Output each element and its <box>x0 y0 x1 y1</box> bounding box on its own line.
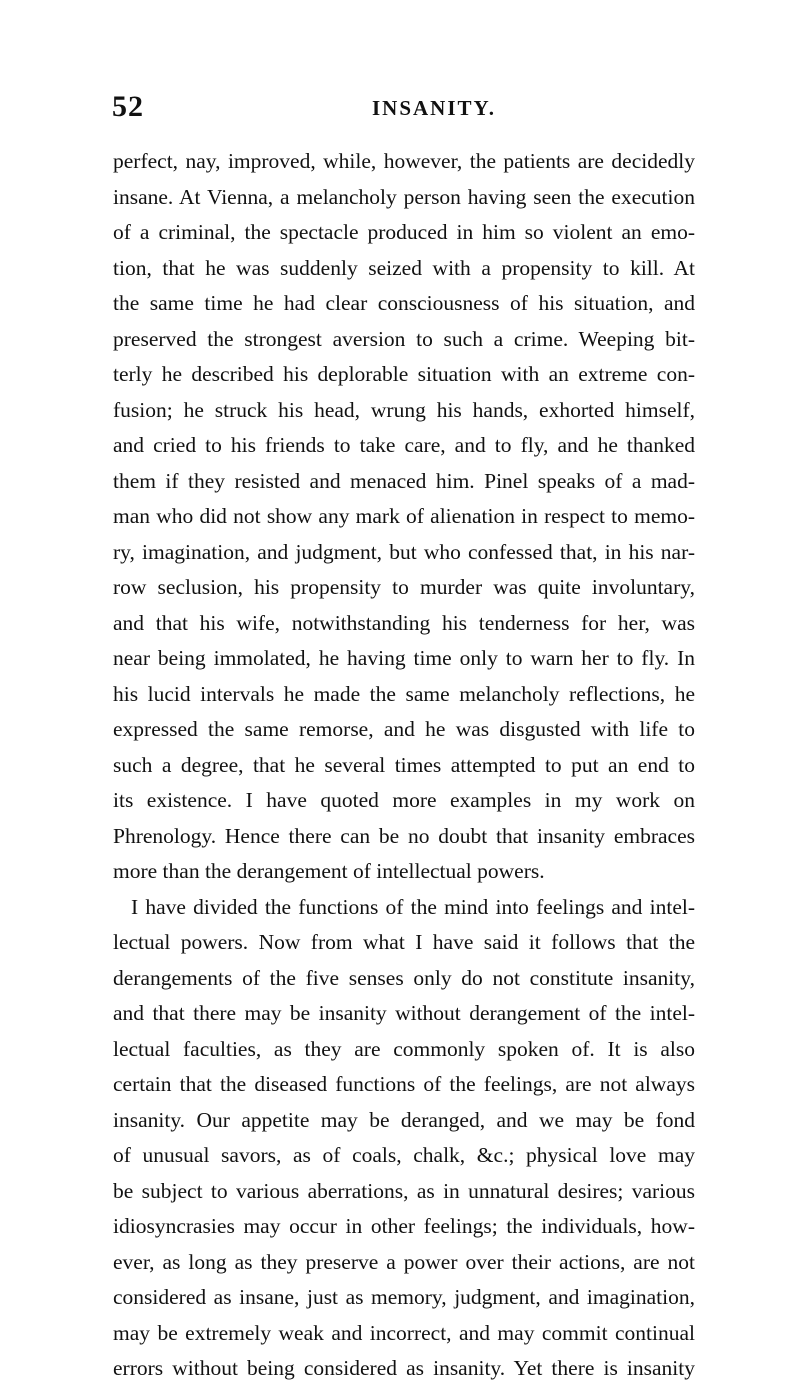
text-line: such a degree, that he several times attempted to put an end to <box>113 752 695 777</box>
text-line: row seclusion, his propensity to murder was quite involuntary, <box>113 575 695 599</box>
page-number: 52 <box>112 90 144 123</box>
text-line: I have divided the functions of the mind into feelings and intel- <box>131 894 695 919</box>
text-line: may be extremely weak and incorrect, and may commit continual <box>113 1320 695 1345</box>
text-line: preserved the strongest aversion to such a crime. Weeping bit- <box>113 326 695 351</box>
body-text <box>113 144 695 1387</box>
text-line: insane. At Vienna, a melancholy person having seen the execution <box>113 184 695 209</box>
text-line: lectual faculties, as they are commonly spoken of. It is also <box>113 1036 695 1061</box>
text-line: Phrenology. Hence there can be no doubt that insanity embraces <box>113 823 695 848</box>
text-line: them if they resisted and menaced him. Pinel speaks of a mad- <box>113 468 695 493</box>
text-line: errors without being considered as insanity. Yet there is insanity <box>113 1356 695 1380</box>
text-line: be subject to various aberrations, as in unnatural desires; various <box>113 1178 695 1203</box>
running-head: INSANITY. <box>372 96 497 120</box>
text-line: terly he described his deplorable situation with an extreme con- <box>113 362 695 386</box>
text-line: its existence. I have quoted more examples in my work on <box>113 788 695 812</box>
text-line: considered as insane, just as memory, judgment, and imagination, <box>113 1285 695 1309</box>
text-line: and that his wife, notwithstanding his tenderness for her, was <box>113 610 695 635</box>
text-line: more than the derangement of intellectual powers. <box>113 859 545 883</box>
text-line: man who did not show any mark of alienation in respect to memo- <box>113 504 695 528</box>
text-line: and that there may be insanity without derangement of the intel- <box>113 1001 695 1025</box>
text-line: the same time he had clear consciousness of his situation, and <box>113 291 695 315</box>
text-line: near being immolated, he having time only to warn her to fly. In <box>113 646 695 670</box>
text-line: of a criminal, the spectacle produced in him so violent an emo- <box>113 220 695 244</box>
text-line: certain that the diseased functions of the feelings, are not always <box>113 1072 695 1096</box>
text-line: derangements of the five senses only do not constitute insanity, <box>113 965 695 990</box>
text-line: ever, as long as they preserve a power over their actions, are not <box>113 1249 695 1274</box>
page-header <box>0 90 800 130</box>
text-line: idiosyncrasies may occur in other feelings; the individuals, how- <box>113 1214 695 1238</box>
text-line: of unusual savors, as of coals, chalk, &c.; physical love may <box>113 1143 695 1167</box>
text-line: his lucid intervals he made the same melancholy reflections, he <box>113 681 695 706</box>
text-line: lectual powers. Now from what I have said it follows that the <box>113 930 695 954</box>
text-line: ry, imagination, and judgment, but who confessed that, in his nar- <box>113 539 695 564</box>
text-line: perfect, nay, improved, while, however, the patients are decidedly <box>113 149 695 173</box>
text-line: fusion; he struck his head, wrung his hands, exhorted himself, <box>113 397 695 422</box>
text-line: expressed the same remorse, and he was disgusted with life to <box>113 717 695 741</box>
text-line: tion, that he was suddenly seized with a propensity to kill. At <box>113 255 695 280</box>
text-line: insanity. Our appetite may be deranged, and we may be fond <box>113 1107 695 1132</box>
text-line: and cried to his friends to take care, and to fly, and he thanked <box>113 433 695 457</box>
